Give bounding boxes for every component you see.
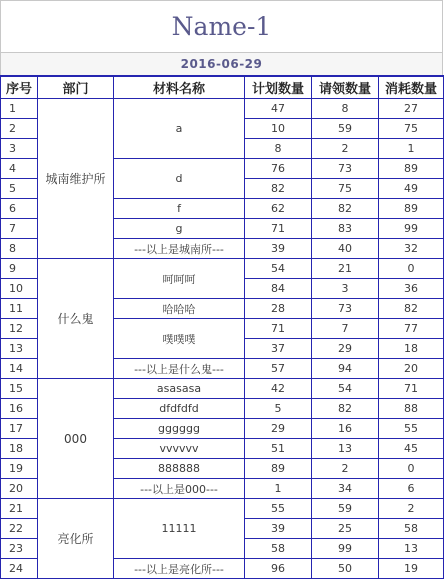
planned-qty-cell[interactable]: 96 — [245, 559, 312, 579]
requested-qty-cell[interactable]: 40 — [312, 239, 379, 259]
consumed-qty-cell[interactable]: 49 — [379, 179, 444, 199]
row-number[interactable]: 17 — [1, 419, 38, 439]
consumed-qty-cell[interactable]: 89 — [379, 159, 444, 179]
requested-qty-cell[interactable]: 29 — [312, 339, 379, 359]
row-number[interactable]: 22 — [1, 519, 38, 539]
materials-table — [0, 75, 444, 579]
consumed-qty-cell[interactable]: 13 — [379, 539, 444, 559]
requested-qty-cell[interactable]: 7 — [312, 319, 379, 339]
requested-qty-cell[interactable]: 94 — [312, 359, 379, 379]
subtotal-label[interactable]: ---以上是000--- — [114, 479, 245, 499]
report-title-box — [0, 0, 443, 52]
requested-qty-cell[interactable]: 83 — [312, 219, 379, 239]
column-header-planned-qty[interactable]: 计划数量 — [245, 76, 312, 99]
planned-qty-cell[interactable]: 58 — [245, 539, 312, 559]
consumed-qty-cell[interactable]: 89 — [379, 199, 444, 219]
consumed-qty-cell[interactable]: 0 — [379, 459, 444, 479]
row-number[interactable]: 21 — [1, 499, 38, 519]
row-number[interactable]: 15 — [1, 379, 38, 399]
row-number[interactable]: 9 — [1, 259, 38, 279]
material-cell[interactable]: f — [114, 199, 245, 219]
row-number[interactable]: 2 — [1, 119, 38, 139]
requested-qty-cell[interactable]: 54 — [312, 379, 379, 399]
material-cell[interactable]: 噗噗噗 — [114, 319, 245, 359]
row-number[interactable]: 3 — [1, 139, 38, 159]
table-row — [1, 259, 444, 279]
consumed-qty-cell[interactable]: 58 — [379, 519, 444, 539]
planned-qty-cell[interactable]: 47 — [245, 99, 312, 119]
consumed-qty-cell[interactable]: 75 — [379, 119, 444, 139]
planned-qty-cell[interactable]: 29 — [245, 419, 312, 439]
row-number[interactable]: 18 — [1, 439, 38, 459]
consumed-qty-cell[interactable]: 99 — [379, 219, 444, 239]
requested-qty-cell[interactable]: 59 — [312, 119, 379, 139]
planned-qty-cell[interactable]: 62 — [245, 199, 312, 219]
subtotal-label[interactable]: ---以上是亮化所--- — [114, 559, 245, 579]
material-cell[interactable]: dfdfdfd — [114, 399, 245, 419]
planned-qty-cell[interactable]: 28 — [245, 299, 312, 319]
consumed-qty-cell[interactable]: 20 — [379, 359, 444, 379]
report-date: 2016-06-29 — [180, 57, 263, 71]
planned-qty-cell[interactable]: 89 — [245, 459, 312, 479]
requested-qty-cell[interactable]: 73 — [312, 159, 379, 179]
column-header-requested-qty[interactable]: 请领数量 — [312, 76, 379, 99]
material-cell[interactable]: asasasa — [114, 379, 245, 399]
column-header-consumed-qty[interactable]: 消耗数量 — [379, 76, 444, 99]
requested-qty-cell[interactable]: 82 — [312, 399, 379, 419]
row-number[interactable]: 24 — [1, 559, 38, 579]
column-header-material[interactable]: 材料名称 — [114, 76, 245, 99]
requested-qty-cell[interactable]: 75 — [312, 179, 379, 199]
material-cell[interactable]: d — [114, 159, 245, 199]
material-cell[interactable]: g — [114, 219, 245, 239]
table-row — [1, 499, 444, 519]
planned-qty-cell[interactable]: 1 — [245, 479, 312, 499]
table-header-row — [1, 76, 444, 99]
row-number[interactable]: 4 — [1, 159, 38, 179]
planned-qty-cell[interactable]: 5 — [245, 399, 312, 419]
material-cell[interactable]: 11111 — [114, 499, 245, 559]
consumed-qty-cell[interactable]: 0 — [379, 259, 444, 279]
requested-qty-cell[interactable]: 99 — [312, 539, 379, 559]
row-number[interactable]: 14 — [1, 359, 38, 379]
consumed-qty-cell[interactable]: 1 — [379, 139, 444, 159]
row-number[interactable]: 10 — [1, 279, 38, 299]
planned-qty-cell[interactable]: 84 — [245, 279, 312, 299]
requested-qty-cell[interactable]: 82 — [312, 199, 379, 219]
table-row — [1, 99, 444, 119]
row-number[interactable]: 20 — [1, 479, 38, 499]
requested-qty-cell[interactable]: 8 — [312, 99, 379, 119]
requested-qty-cell[interactable]: 13 — [312, 439, 379, 459]
planned-qty-cell[interactable]: 39 — [245, 519, 312, 539]
consumed-qty-cell[interactable]: 2 — [379, 499, 444, 519]
requested-qty-cell[interactable]: 3 — [312, 279, 379, 299]
material-cell[interactable]: 888888 — [114, 459, 245, 479]
row-number[interactable]: 8 — [1, 239, 38, 259]
column-header-department[interactable]: 部门 — [38, 76, 114, 99]
department-cell[interactable]: 000 — [38, 379, 114, 499]
department-cell[interactable]: 什么鬼 — [38, 259, 114, 379]
table-row — [1, 379, 444, 399]
consumed-qty-cell[interactable]: 32 — [379, 239, 444, 259]
row-number[interactable]: 16 — [1, 399, 38, 419]
column-header-no[interactable]: 序号 — [1, 76, 38, 99]
material-cell[interactable]: 呵呵呵 — [114, 259, 245, 299]
planned-qty-cell[interactable]: 71 — [245, 319, 312, 339]
requested-qty-cell[interactable]: 73 — [312, 299, 379, 319]
material-cell[interactable]: gggggg — [114, 419, 245, 439]
subtotal-label[interactable]: ---以上是什么鬼--- — [114, 359, 245, 379]
report-title: Name-1 — [171, 12, 272, 41]
row-number[interactable]: 6 — [1, 199, 38, 219]
consumed-qty-cell[interactable]: 27 — [379, 99, 444, 119]
consumed-qty-cell[interactable]: 55 — [379, 419, 444, 439]
consumed-qty-cell[interactable]: 45 — [379, 439, 444, 459]
report-date-box — [0, 52, 443, 75]
requested-qty-cell[interactable]: 25 — [312, 519, 379, 539]
material-cell[interactable]: a — [114, 99, 245, 159]
planned-qty-cell[interactable]: 71 — [245, 219, 312, 239]
department-cell[interactable]: 城南维护所 — [38, 99, 114, 259]
requested-qty-cell[interactable]: 21 — [312, 259, 379, 279]
requested-qty-cell[interactable]: 59 — [312, 499, 379, 519]
planned-qty-cell[interactable]: 42 — [245, 379, 312, 399]
planned-qty-cell[interactable]: 39 — [245, 239, 312, 259]
material-cell[interactable]: 哈哈哈 — [114, 299, 245, 319]
planned-qty-cell[interactable]: 82 — [245, 179, 312, 199]
consumed-qty-cell[interactable]: 71 — [379, 379, 444, 399]
planned-qty-cell[interactable]: 8 — [245, 139, 312, 159]
row-number[interactable]: 5 — [1, 179, 38, 199]
planned-qty-cell[interactable]: 76 — [245, 159, 312, 179]
planned-qty-cell[interactable]: 57 — [245, 359, 312, 379]
planned-qty-cell[interactable]: 55 — [245, 499, 312, 519]
consumed-qty-cell[interactable]: 88 — [379, 399, 444, 419]
planned-qty-cell[interactable]: 51 — [245, 439, 312, 459]
consumed-qty-cell[interactable]: 6 — [379, 479, 444, 499]
consumed-qty-cell[interactable]: 36 — [379, 279, 444, 299]
requested-qty-cell[interactable]: 16 — [312, 419, 379, 439]
requested-qty-cell[interactable]: 50 — [312, 559, 379, 579]
consumed-qty-cell[interactable]: 77 — [379, 319, 444, 339]
material-cell[interactable]: vvvvvv — [114, 439, 245, 459]
subtotal-label[interactable]: ---以上是城南所--- — [114, 239, 245, 259]
row-number[interactable]: 7 — [1, 219, 38, 239]
row-number[interactable]: 19 — [1, 459, 38, 479]
department-cell[interactable]: 亮化所 — [38, 499, 114, 579]
requested-qty-cell[interactable]: 34 — [312, 479, 379, 499]
row-number[interactable]: 12 — [1, 319, 38, 339]
consumed-qty-cell[interactable]: 18 — [379, 339, 444, 359]
requested-qty-cell[interactable]: 2 — [312, 459, 379, 479]
row-number[interactable]: 13 — [1, 339, 38, 359]
consumed-qty-cell[interactable]: 82 — [379, 299, 444, 319]
row-number[interactable]: 11 — [1, 299, 38, 319]
planned-qty-cell[interactable]: 37 — [245, 339, 312, 359]
planned-qty-cell[interactable]: 54 — [245, 259, 312, 279]
consumed-qty-cell[interactable]: 19 — [379, 559, 444, 579]
row-number[interactable]: 23 — [1, 539, 38, 559]
row-number[interactable]: 1 — [1, 99, 38, 119]
planned-qty-cell[interactable]: 10 — [245, 119, 312, 139]
requested-qty-cell[interactable]: 2 — [312, 139, 379, 159]
